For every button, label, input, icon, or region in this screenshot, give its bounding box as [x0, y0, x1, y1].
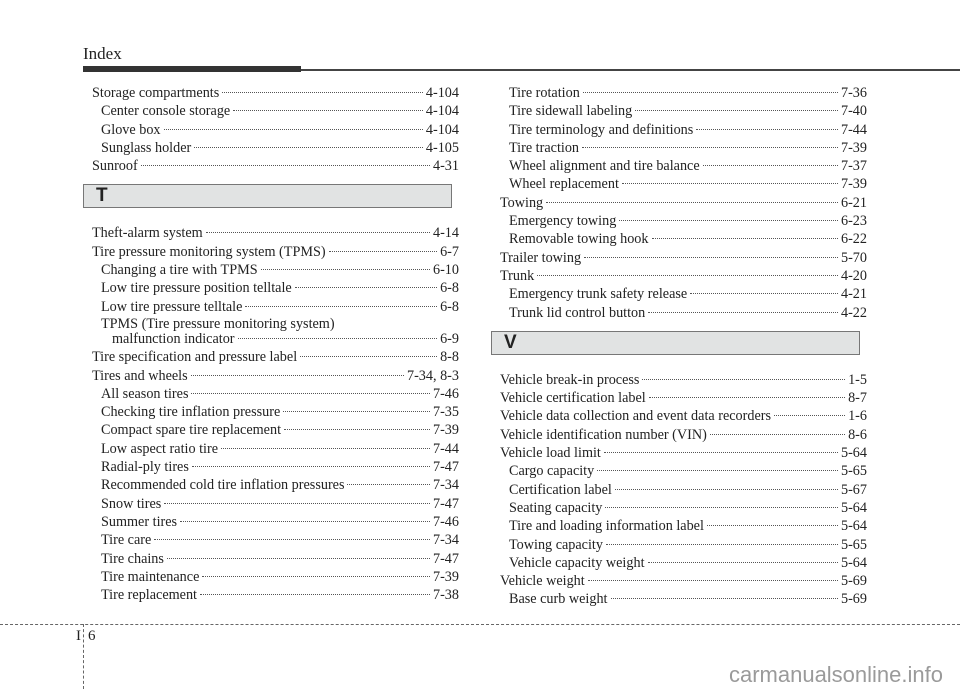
index-entry — [500, 517, 867, 535]
entry-label: Tire chains — [101, 550, 164, 567]
index-entry — [500, 139, 867, 157]
index-entry — [92, 243, 459, 261]
index-entry — [92, 458, 459, 476]
dot-leader — [191, 375, 404, 376]
entry-page: 7-36 — [840, 85, 867, 101]
entry-label: Theft-alarm system — [92, 225, 203, 242]
index-entry — [92, 568, 459, 586]
dot-leader — [261, 269, 430, 270]
entry-label: Removable towing hook — [509, 231, 649, 248]
entry-page: 6-8 — [440, 298, 459, 315]
dot-leader — [707, 525, 838, 526]
dot-leader — [583, 92, 838, 93]
entry-page: 5-64 — [840, 499, 867, 516]
index-entry — [500, 249, 867, 267]
entry-label: Low tire pressure position telltale — [101, 280, 292, 297]
index-entry — [92, 403, 459, 421]
entry-label: Vehicle weight — [500, 573, 585, 590]
dot-leader — [200, 594, 430, 595]
index-column-right — [500, 84, 867, 609]
entry-label: Vehicle data collection and event data recorders — [500, 408, 772, 425]
entry-label: Recommended cold tire inflation pressures — [101, 477, 345, 494]
entry-page: 6-9 — [440, 330, 459, 347]
entry-page: 7-38 — [432, 587, 459, 604]
entry-page: 6-23 — [840, 213, 867, 230]
entry-page: 6-10 — [432, 262, 459, 279]
index-entry — [500, 267, 867, 285]
dot-leader — [597, 470, 838, 471]
entry-page: 4-20 — [840, 267, 867, 284]
entry-label: Vehicle certification label — [500, 390, 646, 407]
entry-label: Center console storage — [101, 103, 231, 120]
dot-leader — [690, 293, 838, 294]
dot-leader — [347, 484, 430, 485]
entry-label: Towing capacity — [509, 536, 603, 553]
index-entry — [500, 481, 867, 499]
entry-page: 7-44 — [432, 440, 459, 457]
dot-leader — [141, 165, 430, 166]
entry-page: 5-69 — [840, 573, 867, 590]
entry-label: All season tires — [101, 385, 189, 402]
dot-leader — [295, 287, 437, 288]
index-entry — [500, 84, 867, 102]
entry-page: 4-22 — [840, 304, 867, 321]
entry-label: Tires and wheels — [92, 367, 188, 384]
dot-leader — [648, 562, 838, 563]
dot-leader — [710, 434, 845, 435]
section-header-t: T — [83, 184, 452, 208]
entry-page: 7-46 — [432, 385, 459, 402]
entry-label: Trunk — [500, 267, 535, 284]
entry-page: 1-5 — [848, 371, 867, 388]
entry-page: 4-14 — [432, 225, 459, 242]
entry-label: Tire traction — [509, 139, 580, 156]
entry-page: 7-40 — [840, 103, 867, 120]
dot-leader — [164, 503, 430, 504]
footer-divider — [83, 624, 84, 689]
index-entry — [500, 389, 867, 407]
entry-page: 7-34, 8-3 — [406, 367, 459, 384]
index-entry — [92, 531, 459, 549]
entry-label: Changing a tire with TPMS — [101, 262, 258, 279]
entry-page: 7-44 — [840, 121, 867, 138]
entry-page: 6-7 — [440, 243, 459, 260]
entry-label: malfunction indicator — [112, 330, 235, 347]
entry-label: Tire pressure monitoring system (TPMS) — [92, 243, 326, 260]
entry-label: Checking tire inflation pressure — [101, 404, 281, 421]
index-entry — [92, 495, 459, 513]
dot-leader — [604, 452, 838, 453]
entry-page: 8-6 — [848, 426, 867, 443]
entry-page: 7-39 — [840, 139, 867, 156]
watermark: carmanualsonline.info — [728, 662, 943, 687]
index-entry — [92, 586, 459, 604]
footer-rule — [0, 624, 960, 625]
index-entry — [500, 230, 867, 248]
entry-page: 4-104 — [425, 85, 459, 101]
index-entry — [92, 121, 459, 139]
header-bar — [83, 66, 301, 72]
dot-leader — [615, 489, 838, 490]
entry-page: 7-39 — [432, 568, 459, 585]
entry-label: Vehicle load limit — [500, 445, 601, 462]
entry-label: Tire terminology and definitions — [509, 121, 694, 138]
entry-label: Base curb weight — [509, 591, 608, 608]
entry-page: 7-39 — [432, 422, 459, 439]
index-entry — [500, 371, 867, 389]
dot-leader — [245, 306, 437, 307]
entry-page: 7-34 — [432, 532, 459, 549]
entry-page: 8-8 — [440, 349, 459, 366]
entry-page: 4-105 — [425, 139, 459, 156]
dot-leader — [164, 129, 423, 130]
entry-label: Low tire pressure telltale — [101, 298, 243, 315]
entry-label: Vehicle capacity weight — [509, 554, 645, 571]
entry-label: Storage compartments — [92, 85, 220, 101]
index-entry — [92, 316, 459, 330]
index-entry — [500, 536, 867, 554]
entry-page: 6-8 — [440, 280, 459, 297]
entry-page: 5-64 — [840, 445, 867, 462]
dot-leader — [180, 521, 430, 522]
dot-leader — [546, 202, 838, 203]
entry-label: Tire and loading information label — [509, 518, 704, 535]
index-entry — [500, 157, 867, 175]
entry-label: Glove box — [101, 121, 161, 138]
entry-label: Compact spare tire replacement — [101, 422, 282, 439]
entry-label: Trailer towing — [500, 249, 582, 266]
index-entry — [92, 440, 459, 458]
entry-label: Tire rotation — [509, 85, 580, 101]
entry-label: Tire specification and pressure label — [92, 349, 298, 366]
index-entry — [500, 285, 867, 303]
dot-leader — [652, 238, 838, 239]
dot-leader — [622, 183, 838, 184]
index-entry — [92, 84, 459, 102]
index-entry — [500, 102, 867, 120]
index-entry — [500, 194, 867, 212]
index-entry — [500, 304, 867, 322]
entry-label: Summer tires — [101, 513, 178, 530]
entry-label: Sunglass holder — [101, 139, 192, 156]
entry-page: 6-22 — [840, 231, 867, 248]
dot-leader — [206, 232, 430, 233]
index-entry — [500, 407, 867, 425]
entry-label: Low aspect ratio tire — [101, 440, 218, 457]
dot-leader — [329, 251, 438, 252]
dot-leader — [300, 356, 437, 357]
dot-leader — [192, 466, 430, 467]
entry-page: 8-7 — [848, 390, 867, 407]
entry-label: Seating capacity — [509, 499, 603, 516]
section-header-v: V — [491, 331, 860, 355]
index-entry — [500, 121, 867, 139]
dot-leader — [619, 220, 838, 221]
entry-label: Wheel replacement — [509, 176, 619, 193]
dot-leader — [774, 415, 845, 416]
index-entry — [92, 421, 459, 439]
entry-label: Vehicle break-in process — [500, 371, 640, 388]
index-column-left — [92, 84, 459, 604]
dot-leader — [642, 379, 845, 380]
dot-leader — [233, 110, 423, 111]
index-entry — [500, 175, 867, 193]
index-entry — [92, 476, 459, 494]
dot-leader — [648, 312, 838, 313]
index-entry — [92, 348, 459, 366]
index-entry — [92, 261, 459, 279]
entry-page: 4-104 — [425, 121, 459, 138]
index-entry — [92, 330, 459, 348]
entry-page: 7-47 — [432, 550, 459, 567]
entry-label: Certification label — [509, 481, 612, 498]
entry-label: Sunroof — [92, 158, 138, 175]
index-entry — [92, 139, 459, 157]
entry-page: 7-47 — [432, 495, 459, 512]
index-entry — [500, 212, 867, 230]
entry-page: 7-35 — [432, 404, 459, 421]
index-entry — [92, 385, 459, 403]
dot-leader — [582, 147, 838, 148]
dot-leader — [191, 393, 430, 394]
entry-page: 5-64 — [840, 518, 867, 535]
entry-page: 7-46 — [432, 513, 459, 530]
entry-page: 5-69 — [840, 591, 867, 608]
dot-leader — [202, 576, 430, 577]
entry-label: Snow tires — [101, 495, 162, 512]
index-entry — [92, 298, 459, 316]
index-entry — [92, 157, 459, 175]
index-entry — [92, 279, 459, 297]
dot-leader — [605, 507, 838, 508]
dot-leader — [635, 110, 838, 111]
entry-page: 1-6 — [848, 408, 867, 425]
entry-page: 4-104 — [425, 103, 459, 120]
index-entry — [92, 550, 459, 568]
index-entry — [92, 513, 459, 531]
entry-label: Emergency trunk safety release — [509, 286, 688, 303]
dot-leader — [703, 165, 838, 166]
index-entry — [500, 572, 867, 590]
index-entry — [92, 224, 459, 242]
entry-label: Wheel alignment and tire balance — [509, 158, 700, 175]
index-entry — [500, 499, 867, 517]
dot-leader — [167, 558, 430, 559]
entry-label: Tire maintenance — [101, 568, 200, 585]
dot-leader — [194, 147, 423, 148]
entry-page: 5-65 — [840, 463, 867, 480]
entry-label: Tire care — [101, 532, 152, 549]
entry-label: Vehicle identification number (VIN) — [500, 426, 707, 443]
entry-page: 4-21 — [840, 286, 867, 303]
entry-label: TPMS (Tire pressure monitoring system) — [101, 315, 335, 332]
entry-page: 4-31 — [432, 158, 459, 175]
entry-page: 5-70 — [840, 249, 867, 266]
dot-leader — [696, 129, 838, 130]
dot-leader — [284, 429, 430, 430]
footer-section-letter: I — [76, 628, 81, 644]
header-rule — [301, 69, 960, 71]
entry-page: 7-39 — [840, 176, 867, 193]
dot-leader — [283, 411, 430, 412]
entry-page: 6-21 — [840, 194, 867, 211]
dot-leader — [154, 539, 430, 540]
entry-page: 5-67 — [840, 481, 867, 498]
index-entry — [500, 426, 867, 444]
index-entry — [500, 590, 867, 608]
dot-leader — [588, 580, 838, 581]
dot-leader — [222, 92, 423, 93]
dot-leader — [606, 544, 838, 545]
entry-label: Emergency towing — [509, 213, 617, 230]
dot-leader — [238, 338, 438, 339]
entry-label: Trunk lid control button — [509, 304, 646, 321]
dot-leader — [221, 448, 430, 449]
entry-page: 5-64 — [840, 554, 867, 571]
entry-page: 7-47 — [432, 459, 459, 476]
index-entry — [500, 554, 867, 572]
index-entry — [500, 444, 867, 462]
index-entry — [92, 367, 459, 385]
entry-page: 5-65 — [840, 536, 867, 553]
dot-leader — [649, 397, 845, 398]
entry-label: Tire replacement — [101, 587, 197, 604]
entry-label: Towing — [500, 194, 544, 211]
dot-leader — [537, 275, 838, 276]
entry-page: 7-34 — [432, 477, 459, 494]
dot-leader — [611, 598, 838, 599]
dot-leader — [584, 257, 838, 258]
entry-label: Cargo capacity — [509, 463, 595, 480]
index-entry — [500, 462, 867, 480]
entry-label: Tire sidewall labeling — [509, 103, 633, 120]
entry-label: Radial-ply tires — [101, 459, 189, 476]
footer-page-number: 6 — [88, 628, 96, 644]
index-entry — [92, 102, 459, 120]
entry-page: 7-37 — [840, 158, 867, 175]
page-title: Index — [83, 44, 122, 63]
